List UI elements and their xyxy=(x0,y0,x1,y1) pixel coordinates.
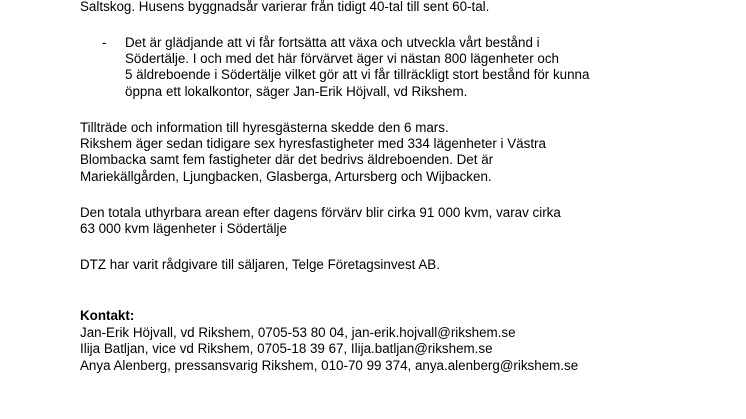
quote-line: 5 äldreboende i Södertälje vilket gör att vi får tillräckligt stort bestånd för kunna xyxy=(125,67,590,82)
quote-bullet: - xyxy=(102,35,107,50)
paragraph-line: Blombacka samt fem fastigheter där det bedrivs äldreboenden. Det är xyxy=(80,152,494,167)
quote-line: öppna ett lokalkontor, säger Jan-Erik Höjvall, vd Rikshem. xyxy=(125,84,468,99)
contact-person: Anya Alenberg, pressansvarig Rikshem, 010-70 99 374, anya.alenberg@rikshem.se xyxy=(80,358,579,373)
paragraph-line: Tillträde och information till hyresgästerna skedde den 6 mars. xyxy=(80,120,449,135)
paragraph-line: Rikshem äger sedan tidigare sex hyresfastigheter med 334 lägenheter i Västra xyxy=(80,136,546,151)
paragraph-advisor: DTZ har varit rådgivare till säljaren, Telge Företagsinvest AB. xyxy=(80,257,440,272)
contact-person: Jan-Erik Höjvall, vd Rikshem, 0705-53 80 04, jan-erik.hojvall@rikshem.se xyxy=(80,325,516,340)
paragraph-line: Den totala uthyrbara arean efter dagens förvärv blir cirka 91 000 kvm, varav cirka xyxy=(80,205,561,220)
paragraph-line: 63 000 kvm lägenheter i Södertälje xyxy=(80,221,287,236)
paragraph-line: Mariekällgården, Ljungbacken, Glasberga, Artursberg och Wijbacken. xyxy=(80,169,492,184)
quote-line: Det är glädjande att vi får fortsätta att växa och utveckla vårt bestånd i xyxy=(125,35,540,50)
contact-heading: Kontakt: xyxy=(80,308,135,323)
quote-line: Södertälje. I och med det här förvärvet äger vi nästan 800 lägenheter och xyxy=(125,51,559,66)
contact-person: Ilija Batljan, vice vd Rikshem, 0705-18 39 67, Ilija.batljan@rikshem.se xyxy=(80,341,493,356)
intro-text: Saltskog. Husens byggnadsår varierar från tidigt 40-tal till sent 60-tal. xyxy=(80,0,490,14)
